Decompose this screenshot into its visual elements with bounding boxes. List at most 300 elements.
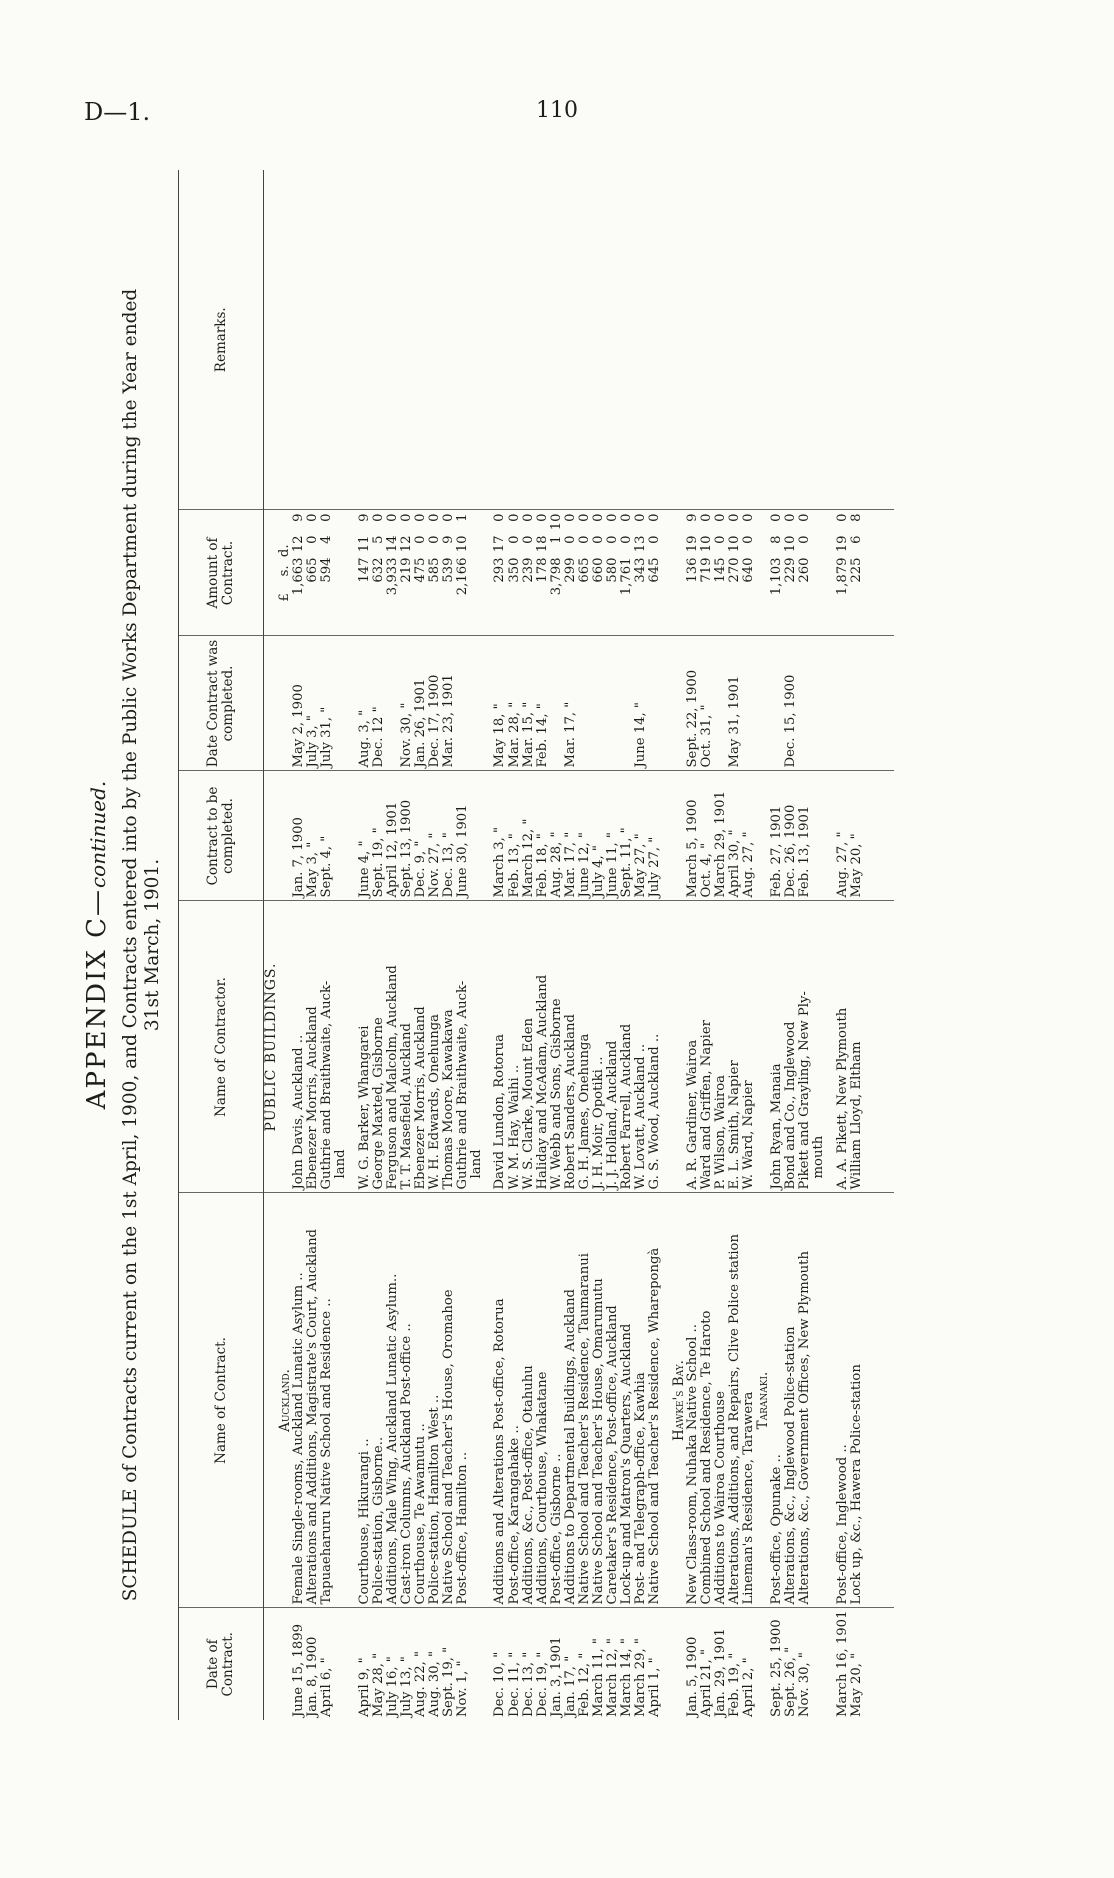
amount-pounds: 145 (712, 557, 728, 583)
appendix-title: APPENDIX C— (82, 888, 112, 1110)
table-row (522, 170, 536, 1720)
contract-completed-date (798, 636, 812, 771)
contract-completed-date: Oct. 31, " (700, 636, 714, 771)
name-of-contract: Additions and Alterations Post-office, Rotorua (493, 1193, 507, 1608)
name-of-contract: Post-office, Gisborne .. (550, 1193, 564, 1608)
table-row-continuation (812, 170, 826, 1720)
contract-completed-date (592, 636, 606, 771)
contract-completed-date (714, 636, 728, 771)
table-row (578, 170, 592, 1720)
name-of-contractor: W. Webb and Sons, Gisborne (550, 901, 564, 1193)
contract-amount (784, 510, 798, 636)
name-of-contractor: G. S. Wood, Auckland .. (648, 901, 662, 1193)
contract-to-be-completed: March 12, " (522, 771, 536, 901)
contract-amount (686, 510, 700, 636)
date-of-contract: Dec. 11, " (506, 1651, 522, 1717)
amount-pence: 8 (848, 513, 864, 522)
remarks (742, 170, 756, 510)
contract-completed-date (742, 636, 756, 771)
name-of-contractor: Robert Farrell, Auckland (620, 901, 634, 1193)
date-of-contract: May 28, " (370, 1652, 386, 1717)
amount-pounds: 2,166 (455, 557, 471, 596)
name-of-contractor: W. M. Hay, Waihi .. (508, 901, 522, 1193)
name-of-contractor: G. H. James, Onehunga (578, 901, 592, 1193)
name-of-contractor: J. H. Moir, Opotiki .. (592, 901, 606, 1193)
date-of-contract: March 16, 1901 (834, 1610, 850, 1717)
amount-pounds: 147 (356, 557, 372, 583)
name-of-contractor: W. G. Barker, Whangarei (358, 901, 372, 1193)
name-of-contract: Post-office, Karangahake .. (508, 1193, 522, 1608)
contract-amount (606, 510, 620, 636)
date-of-contract: April 9, " (356, 1657, 372, 1717)
contract-to-be-completed: Sept. 4, " (320, 771, 334, 901)
name-of-contractor: W. H. Edwards, Onehunga (428, 901, 442, 1193)
header-was-completed: Date Contract was completed. (179, 636, 264, 771)
contract-completed-date: Mar. 23, 1901 (442, 636, 456, 771)
contract-completed-date: Sept. 22, 1900 (686, 636, 700, 771)
name-of-contract: Courthouse, Te Awamutu .. (414, 1193, 428, 1608)
contract-to-be-completed: Mar. 17, " (564, 771, 578, 901)
contract-amount (493, 510, 507, 636)
amount-shillings: 10 (455, 535, 471, 553)
contracts-table (178, 170, 894, 1720)
name-of-contractor: Robert Sanders, Auckland (564, 901, 578, 1193)
contract-completed-date (648, 636, 662, 771)
section-row (264, 170, 279, 1720)
contract-completed-date: May 2, 1900 (292, 636, 306, 771)
header-name-of-contract: Name of Contract. (179, 1193, 264, 1608)
name-of-contractor: Guthrie and Braithwaite, Auck- (320, 901, 334, 1193)
amount-pence: 0 (520, 513, 536, 522)
contract-to-be-completed: July 27, " (648, 771, 662, 901)
amount-pounds: 580 (605, 557, 621, 583)
table-row (292, 170, 306, 1720)
date-of-contract: April 1, " (647, 1657, 663, 1717)
date-of-contract: Sept. 26, " (783, 1646, 799, 1717)
amount-shillings: 17 (492, 535, 508, 553)
amount-pence: 0 (783, 513, 799, 522)
contract-amount (592, 510, 606, 636)
amount-pence: 0 (619, 513, 635, 522)
remarks (606, 170, 620, 510)
date-of-contract: Dec. 19, " (534, 1651, 550, 1717)
amount-pounds: 645 (647, 557, 663, 583)
table-end-row (864, 170, 894, 1720)
name-of-contractor: Pikett and Grayling, New Ply- (798, 901, 812, 1193)
contract-amount (386, 510, 400, 636)
amount-shillings: 9 (441, 535, 457, 544)
contract-amount (372, 510, 386, 636)
amount-pounds: 229 (783, 557, 799, 583)
contract-to-be-completed: June 30, 1901 (456, 771, 470, 901)
contract-to-be-completed: Aug. 28, " (550, 771, 564, 901)
date-of-contract: Jan. 3, 1901 (548, 1636, 564, 1717)
contract-to-be-completed: June 12, " (578, 771, 592, 901)
amount-pounds: 350 (506, 557, 522, 583)
date-of-contract: March 29, " (633, 1638, 649, 1717)
currency-header (278, 510, 292, 636)
contract-to-be-completed: Sept. 11, " (620, 771, 634, 901)
name-of-contractor: Ferguson and Malcolm, Auckland (386, 901, 400, 1193)
contract-amount (428, 510, 442, 636)
date-of-contract: July 16, " (384, 1656, 400, 1717)
amount-pence: 10 (548, 513, 564, 531)
section-taranaki: Taranaki. (756, 1193, 770, 1608)
amount-pence: 1 (455, 513, 471, 522)
contract-completed-date: Mar. 17, " (564, 636, 578, 771)
amount-shillings: 10 (698, 535, 714, 553)
date-of-contract: Dec. 13, " (520, 1651, 536, 1717)
amount-pounds: 343 (633, 557, 649, 583)
contract-amount (700, 510, 714, 636)
section-row (672, 170, 686, 1720)
name-of-contract: Police-station, Hamilton West .. (428, 1193, 442, 1608)
name-of-contractor: E. L. Smith, Napier (728, 901, 742, 1193)
amount-shillings: 0 (305, 535, 321, 544)
remarks (850, 170, 864, 510)
amount-shillings: 19 (684, 535, 700, 553)
remarks (400, 170, 414, 510)
table-row (306, 170, 320, 1720)
schedule-title-line1: SCHEDULE of Contracts current on the 1st April, 1900, and Contracts entered into by the Public Works Department during the Year ended (120, 288, 141, 1602)
name-of-contractor: Ward and Griffen, Napier (700, 901, 714, 1193)
section-hawkes-bay: Hawke's Bay. (672, 1193, 686, 1608)
contract-to-be-completed: Dec. 13, " (442, 771, 456, 901)
contract-completed-date: Dec. 12 " (372, 636, 386, 771)
date-of-contract: Jan. 8, 1900 (305, 1636, 321, 1717)
name-of-contractor: Bond and Co., Inglewood (784, 901, 798, 1193)
contract-to-be-completed: June 4, " (358, 771, 372, 901)
contract-completed-date (578, 636, 592, 771)
contract-amount (536, 510, 550, 636)
amount-pounds: 260 (797, 557, 813, 583)
table-row (550, 170, 564, 1720)
contract-to-be-completed: Sept. 13, 1900 (400, 771, 414, 901)
remarks (522, 170, 536, 510)
name-of-contract: Alterations, &c., Government Offices, New Plymouth (798, 1193, 812, 1608)
amount-pounds: 660 (591, 557, 607, 583)
contract-amount (400, 510, 414, 636)
contract-amount (522, 510, 536, 636)
amount-shillings: 6 (848, 535, 864, 544)
amount-shillings: 13 (633, 535, 649, 553)
remarks (320, 170, 334, 510)
amount-shillings: 1 (548, 535, 564, 544)
amount-shillings: 0 (412, 535, 428, 544)
remarks (292, 170, 306, 510)
section-row (278, 170, 292, 1720)
contract-to-be-completed: Nov. 27, " (428, 771, 442, 901)
contract-completed-date: Dec. 17, 1900 (428, 636, 442, 771)
contract-completed-date (620, 636, 634, 771)
pounds-symbol: £ (277, 593, 293, 602)
table-row (358, 170, 372, 1720)
contract-amount (564, 510, 578, 636)
amount-shillings: 0 (506, 535, 522, 544)
remarks (648, 170, 662, 510)
amount-pounds: 719 (698, 557, 714, 583)
contract-to-be-completed: Jan. 7, 1900 (292, 771, 306, 901)
amount-pence: 0 (591, 513, 607, 522)
contract-completed-date (550, 636, 564, 771)
contract-to-be-completed: May 27, " (634, 771, 648, 901)
amount-pence: 0 (633, 513, 649, 522)
name-of-contract: Alterations, &c., Inglewood Police-station (784, 1193, 798, 1608)
table-row (508, 170, 522, 1720)
contract-amount (578, 510, 592, 636)
name-of-contractor: P. Wilson, Wairoa (714, 901, 728, 1193)
remarks (700, 170, 714, 510)
contract-completed-date: Dec. 15, 1900 (784, 636, 798, 771)
date-of-contract: Nov. 1, " (455, 1660, 471, 1717)
amount-pence: 0 (427, 513, 443, 522)
amount-pounds: 1,879 (834, 557, 850, 596)
amount-shillings: 10 (726, 535, 742, 553)
appendix-heading (82, 170, 112, 1720)
date-of-contract: Jan. 29, 1901 (712, 1628, 728, 1717)
name-of-contract: Post-office, Opunake .. (770, 1193, 784, 1608)
contract-amount (550, 510, 564, 636)
amount-pounds: 665 (576, 557, 592, 583)
amount-shillings: 10 (783, 535, 799, 553)
name-of-contract: Post-office, Hamilton .. (456, 1193, 470, 1608)
amount-shillings: 0 (647, 535, 663, 544)
name-of-contract: Female Single-rooms, Auckland Lunatic Asylum .. (292, 1193, 306, 1608)
remarks (564, 170, 578, 510)
name-of-contract: Caretaker's Residence, Post-office, Auckland (606, 1193, 620, 1608)
date-of-contract: Sept. 25, 1900 (769, 1619, 785, 1717)
spacer-row (663, 170, 672, 1720)
contract-amount (836, 510, 850, 636)
amount-shillings: 19 (834, 535, 850, 553)
remarks (456, 170, 470, 510)
name-of-contractor: Haliday and McAdam, Auckland (536, 901, 550, 1193)
contract-to-be-completed: Dec. 26, 1900 (784, 771, 798, 901)
contract-completed-date (456, 636, 470, 771)
amount-shillings: 12 (398, 535, 414, 553)
contract-to-be-completed: March 3, " (493, 771, 507, 901)
section-row (756, 170, 770, 1720)
name-of-contract: Combined School and Residence, Te Haroto (700, 1193, 714, 1608)
contract-to-be-completed: Feb. 13, " (508, 771, 522, 901)
name-of-contract: Alterations and Additions, Magistrate's Court, Auckland (306, 1193, 320, 1608)
remarks (686, 170, 700, 510)
table-row (428, 170, 442, 1720)
contract-to-be-completed: March 5, 1900 (686, 771, 700, 901)
contract-to-be-completed: May 20, " (850, 771, 864, 901)
date-of-contract: Nov. 30, " (797, 1652, 813, 1717)
page-id: D—1. (84, 98, 151, 126)
amount-shillings: 0 (619, 535, 635, 544)
table-row (686, 170, 700, 1720)
amount-pounds: 136 (684, 557, 700, 583)
name-of-contractor: John Ryan, Manaia (770, 901, 784, 1193)
amount-pence: 9 (291, 513, 307, 522)
date-of-contract: June 15, 1899 (291, 1624, 307, 1717)
contract-amount (648, 510, 662, 636)
header-name-of-contractor: Name of Contractor. (179, 901, 264, 1193)
amount-pounds: 3,798 (548, 557, 564, 596)
contract-amount (850, 510, 864, 636)
name-of-contract: New Class-room, Nuhaka Native School .. (686, 1193, 700, 1608)
header-remarks: Remarks. (179, 170, 264, 510)
contract-to-be-completed: July 4, " (592, 771, 606, 901)
contract-completed-date (836, 636, 850, 771)
section-public-buildings: PUBLIC BUILDINGS. (264, 901, 279, 1193)
amount-shillings: 18 (534, 535, 550, 553)
name-of-contract: Courthouse, Hikurangi .. (358, 1193, 372, 1608)
contract-amount (442, 510, 456, 636)
contract-amount (508, 510, 522, 636)
contract-completed-date (386, 636, 400, 771)
date-of-contract: Feb. 12, " (576, 1652, 592, 1717)
table-row (784, 170, 798, 1720)
table-row (770, 170, 784, 1720)
amount-pence: 9 (356, 513, 372, 522)
table-row (850, 170, 864, 1720)
name-of-contract: Post-office, Inglewood .. (836, 1193, 850, 1608)
contract-amount (414, 510, 428, 636)
contract-amount (320, 510, 334, 636)
amount-shillings: 5 (370, 535, 386, 544)
contract-amount (634, 510, 648, 636)
table-row (400, 170, 414, 1720)
name-of-contractor: William Lloyd, Eltham (850, 901, 864, 1193)
name-of-contract: Lock-up and Matron's Quarters, Auckland (620, 1193, 634, 1608)
table-row (648, 170, 662, 1720)
date-of-contract: July 13, " (398, 1656, 414, 1717)
contract-to-be-completed: Feb. 13, 1901 (798, 771, 812, 901)
remarks (784, 170, 798, 510)
remarks (493, 170, 507, 510)
name-of-contractor: John Davis, Auckland .. (292, 901, 306, 1193)
contract-completed-date (606, 636, 620, 771)
name-of-contractor-continued: mouth (812, 901, 826, 1193)
header-date-of-contract: Date of Contract. (179, 1608, 264, 1720)
amount-pence: 0 (726, 513, 742, 522)
amount-pounds: 219 (398, 557, 414, 583)
remarks (634, 170, 648, 510)
amount-pounds: 475 (412, 557, 428, 583)
amount-pounds: 293 (492, 557, 508, 583)
page-number: 110 (536, 98, 578, 123)
name-of-contract: Cast-iron Columns, Auckland Post-office .. (400, 1193, 414, 1608)
amount-pounds: 594 (319, 557, 335, 583)
remarks (798, 170, 812, 510)
contract-to-be-completed: Feb. 27, 1901 (770, 771, 784, 901)
amount-shillings: 14 (384, 535, 400, 553)
amount-pence: 0 (492, 513, 508, 522)
contract-completed-date: June 14, " (634, 636, 648, 771)
remarks (714, 170, 728, 510)
remarks (550, 170, 564, 510)
contract-completed-date: July 31, " (320, 636, 334, 771)
table-row (536, 170, 550, 1720)
amount-pounds: 1,663 (291, 557, 307, 596)
contract-to-be-completed: April 12, 1901 (386, 771, 400, 901)
contract-amount (358, 510, 372, 636)
amount-shillings: 0 (797, 535, 813, 544)
contract-amount (456, 510, 470, 636)
contract-to-be-completed: May 3, " (306, 771, 320, 901)
remarks (620, 170, 634, 510)
name-of-contractor: J. J. Holland, Auckland (606, 901, 620, 1193)
amount-shillings: 4 (319, 535, 335, 544)
shillings-symbol: s. (277, 565, 293, 577)
contract-amount (742, 510, 756, 636)
schedule-title (120, 170, 164, 1720)
date-of-contract: Sept. 19, " (441, 1646, 457, 1717)
table-row (728, 170, 742, 1720)
table-row (606, 170, 620, 1720)
contract-to-be-completed: Feb. 18, " (536, 771, 550, 901)
amount-pounds: 270 (726, 557, 742, 583)
contract-amount (770, 510, 784, 636)
amount-pence: 0 (712, 513, 728, 522)
remarks (372, 170, 386, 510)
remarks (306, 170, 320, 510)
schedule-title-line2: 31st March, 1901. (142, 858, 163, 1032)
name-of-contractor: W. S. Clarke, Mount Eden (522, 901, 536, 1193)
name-of-contractor: Thomas Moore, Kawakawa (442, 901, 456, 1193)
contract-to-be-completed: Aug. 27, " (742, 771, 756, 901)
name-of-contract: Lineman's Residence, Tarawera (742, 1193, 756, 1608)
amount-pounds: 585 (427, 557, 443, 583)
amount-pence: 0 (305, 513, 321, 522)
name-of-contractor-continued: land (334, 901, 348, 1193)
amount-pounds: 225 (848, 557, 864, 583)
name-of-contract: Additions, &c., Post-office, Otahuhu (522, 1193, 536, 1608)
table-row (620, 170, 634, 1720)
contract-completed-date (850, 636, 864, 771)
remarks (442, 170, 456, 510)
table-row (320, 170, 334, 1720)
amount-shillings: 0 (562, 535, 578, 544)
contract-completed-date: Nov. 30, " (400, 636, 414, 771)
name-of-contractor: W. Lovatt, Auckland .. (634, 901, 648, 1193)
contract-to-be-completed: June 11, " (606, 771, 620, 901)
date-of-contract: April 6, " (319, 1657, 335, 1717)
name-of-contractor: Ebenezer Morris, Auckland (306, 901, 320, 1193)
amount-pence: 9 (684, 513, 700, 522)
amount-pence: 0 (834, 513, 850, 522)
name-of-contractor-continued: land (470, 901, 484, 1193)
contract-amount (728, 510, 742, 636)
amount-pence: 0 (370, 513, 386, 522)
contract-amount (798, 510, 812, 636)
date-of-contract: Dec. 10, " (492, 1651, 508, 1717)
contract-amount (292, 510, 306, 636)
date-of-contract: March 14, " (619, 1638, 635, 1717)
amount-pence: 0 (506, 513, 522, 522)
section-auckland: Auckland. (278, 1193, 292, 1608)
amount-shillings: 0 (605, 535, 621, 544)
name-of-contractor: A. A. Pikett, New Plymouth (836, 901, 850, 1193)
table-row (442, 170, 456, 1720)
name-of-contract: Native School and Teacher's Residence, Wharepongà (648, 1193, 662, 1608)
remarks (508, 170, 522, 510)
remarks (836, 170, 850, 510)
contract-completed-date: Aug. 3, " (358, 636, 372, 771)
remarks (428, 170, 442, 510)
name-of-contract: Additions, Male Wing, Auckland Lunatic Asylum.. (386, 1193, 400, 1608)
table-row-continuation (334, 170, 348, 1720)
name-of-contract: Native School and Teacher's Residence, Taumaranui (578, 1193, 592, 1608)
table-row (386, 170, 400, 1720)
amount-pence: 0 (441, 513, 457, 522)
contract-to-be-completed: Oct. 4, " (700, 771, 714, 901)
table-row (414, 170, 428, 1720)
